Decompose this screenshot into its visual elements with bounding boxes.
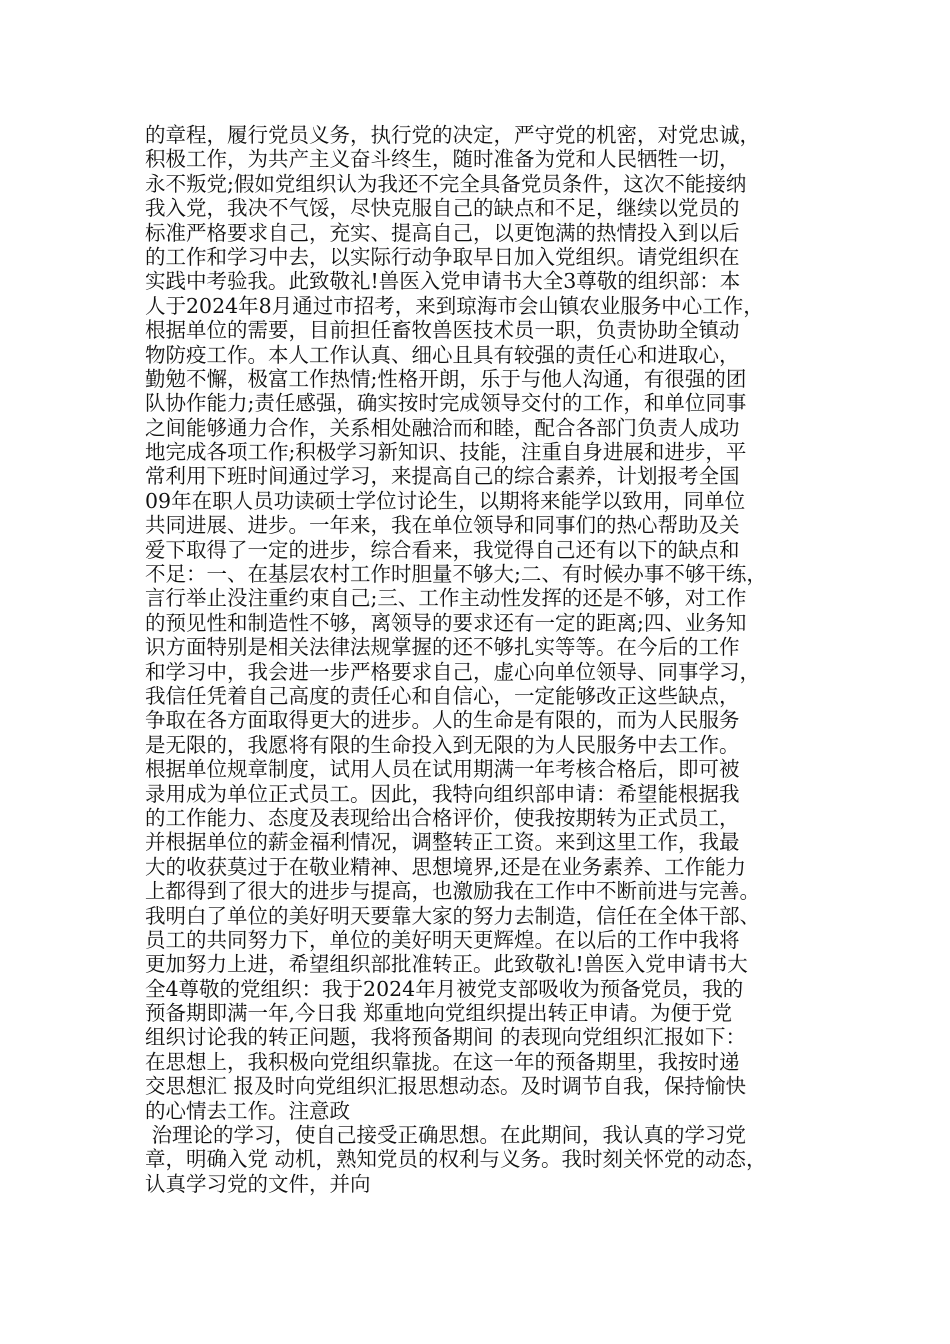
text-line: 预备期即满一年,今日我 郑重地向党组织提出转正申请。为便于党: [145, 1001, 733, 1026]
text-line: 大的收获莫过于在敬业精神、思想境界,还是在业务素养、工作能力: [145, 854, 747, 879]
text-line: 认真学习党的文件，并向: [145, 1171, 371, 1196]
text-line: 治理论的学习，使自己接受正确思想。在此期间，我认真的学习党: [145, 1123, 747, 1148]
text-line: 09年在职人员功读硕士学位讨论生，以期将来能学以致用，同单位: [145, 488, 746, 513]
text-line: 更加努力上进，希望组织部批准转正。此致敬礼!兽医入党申请书大: [145, 952, 748, 977]
text-line: 交思想汇 报及时向党组织汇报思想动态。及时调节自我，保持愉快: [145, 1074, 747, 1099]
text-line: 的工作和学习中去，以实际行动争取早日加入党组织。请党组织在: [145, 244, 740, 269]
text-line: 爱下取得了一定的进步，综合看来，我觉得自己还有以下的缺点和: [145, 537, 740, 562]
text-line: 的心情去工作。注意政: [145, 1098, 350, 1123]
text-line: 我入党，我决不气馁，尽快克服自己的缺点和不足，继续以党员的: [145, 196, 740, 221]
text-line: 在思想上，我积极向党组织靠拢。在这一年的预备期里，我按时递: [145, 1049, 740, 1074]
text-line: 的章程，履行党员义务，执行党的决定，严守党的机密，对党忠诚，: [145, 123, 760, 147]
text-line: 录用成为单位正式员工。因此，我特向组织部申请：希望能根据我: [145, 781, 740, 806]
text-line: 队协作能力;责任感强，确实按时完成领导交付的工作，和单位同事: [145, 391, 747, 416]
text-line: 物防疫工作。本人工作认真、细心且具有较强的责任心和进取心，: [145, 342, 740, 367]
text-line: 并根据单位的薪金福利情况，调整转正工资。来到这里工作，我最: [145, 830, 740, 855]
text-line: 根据单位的需要，目前担任畜牧兽医技术员一职，负责协助全镇动: [145, 318, 740, 343]
text-line: 的工作能力、态度及表现给出合格评价，使我按期转为正式员工，: [145, 805, 740, 830]
text-line: 员工的共同努力下，单位的美好明天更辉煌。在以后的工作中我将: [145, 927, 740, 952]
text-line: 章，明确入党 动机，熟知党员的权利与义务。我时刻关怀党的动态，: [145, 1147, 767, 1172]
text-line: 积极工作，为共产主义奋斗终生，随时准备为党和人民牺牲一切，: [145, 147, 740, 172]
text-line: 我信任凭着自己高度的责任心和自信心，一定能够改正这些缺点，: [145, 683, 740, 708]
document-body: [145, 123, 835, 1196]
text-line: 言行举止没注重约束自己;三、工作主动性发挥的还是不够，对工作: [145, 586, 747, 611]
text-line: 之间能够通力合作，关系相处融洽而和睦，配合各部门负责人成功: [145, 415, 740, 440]
text-line: 全4尊敬的党组织：我于2024年月被党支部吸收为预备党员，我的: [145, 976, 744, 1001]
text-line: 实践中考验我。此致敬礼!兽医入党申请书大全3尊敬的组织部：本: [145, 269, 741, 294]
text-line: 共同进展、进步。一年来，我在单位领导和同事们的热心帮助及关: [145, 513, 740, 538]
text-line: 不足：一、在基层农村工作时胆量不够大;二、有时候办事不够干练，: [145, 562, 767, 587]
text-line: 我明白了单位的美好明天要靠大家的努力去制造，信任在全体干部、: [145, 903, 760, 928]
text-line: 勤勉不懈，极富工作热情;性格开朗，乐于与他人沟通，有很强的团: [145, 366, 747, 391]
text-line: 标准严格要求自己，充实、提高自己，以更饱满的热情投入到以后: [145, 220, 740, 245]
text-line: 上都得到了很大的进步与提高，也激励我在工作中不断前进与完善。: [145, 879, 760, 904]
text-line: 组织讨论我的转正问题，我将预备期间 的表现向党组织汇报如下：: [145, 1025, 747, 1050]
text-line: 的预见性和制造性不够，离领导的要求还有一定的距离;四、业务知: [145, 610, 747, 635]
text-line: 永不叛党;假如党组织认为我还不完全具备党员条件，这次不能接纳: [145, 171, 747, 196]
text-line: 和学习中，我会进一步严格要求自己，虚心向单位领导、同事学习，: [145, 659, 760, 684]
text-line: 争取在各方面取得更大的进步。人的生命是有限的，而为人民服务: [145, 708, 740, 733]
text-line: 是无限的，我愿将有限的生命投入到无限的为人民服务中去工作。: [145, 732, 740, 757]
text-line: 识方面特别是相关法律法规掌握的还不够扎实等等。在今后的工作: [145, 635, 740, 660]
text-line: 地完成各项工作;积极学习新知识、技能，注重自身进展和进步，平: [145, 440, 747, 465]
text-line: 人于2024年8月通过市招考，来到琼海市会山镇农业服务中心工作，: [145, 293, 764, 318]
text-line: 常利用下班时间通过学习，来提高自己的综合素养，计划报考全国: [145, 464, 740, 489]
text-line: 根据单位规章制度，试用人员在试用期满一年考核合格后，即可被: [145, 757, 740, 782]
